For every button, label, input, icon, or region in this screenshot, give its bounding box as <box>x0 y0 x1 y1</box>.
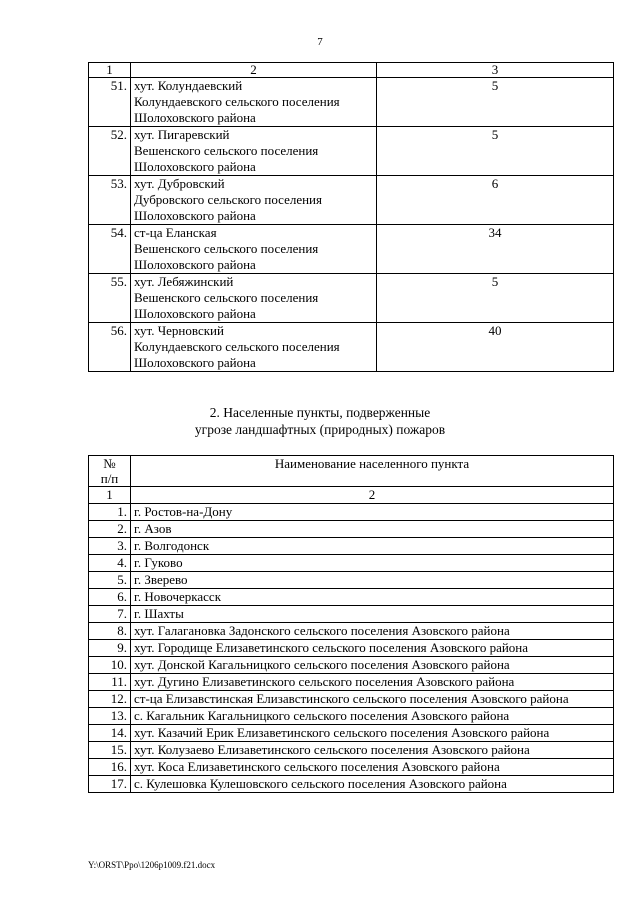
table-row <box>89 742 614 759</box>
settlement-name <box>131 274 377 323</box>
settlement-name-line: Дубровского сельского поселения <box>134 192 322 207</box>
settlement-name: хут. Городище Елизаветинского сельского поселения Азовского района <box>131 640 614 657</box>
row-number: 17. <box>89 776 131 793</box>
page-number: 7 <box>317 36 323 48</box>
table-row <box>89 323 614 372</box>
row-number: 4. <box>89 555 131 572</box>
header-number-line-1: № <box>103 456 116 471</box>
column-index-2: 2 <box>131 63 377 78</box>
row-number: 12. <box>89 691 131 708</box>
settlement-name <box>131 323 377 372</box>
table-row <box>89 674 614 691</box>
section-heading-line-2: угрозе ландшафтных (природных) пожаров <box>194 422 446 437</box>
fire-threat-settlements-table <box>88 455 614 793</box>
row-number: 7. <box>89 606 131 623</box>
row-number: 54. <box>89 225 131 274</box>
settlement-name-line: Шолоховского района <box>134 306 256 321</box>
settlement-name-line: хут. Дубровский <box>134 176 225 191</box>
settlement-name: с. Кагальник Кагальницкого сельского поселения Азовского района <box>131 708 614 725</box>
table-row <box>89 708 614 725</box>
settlement-name-line: Шолоховского района <box>134 208 256 223</box>
settlement-name: г. Гуково <box>131 555 614 572</box>
settlement-name <box>131 127 377 176</box>
settlement-name <box>131 78 377 127</box>
settlement-name: г. Ростов-на-Дону <box>131 504 614 521</box>
row-number: 2. <box>89 521 131 538</box>
table-row <box>89 657 614 674</box>
table-index-row <box>89 487 614 504</box>
settlement-name: хут. Казачий Ерик Елизаветинского сельского поселения Азовского района <box>131 725 614 742</box>
table-row <box>89 127 614 176</box>
settlement-value: 6 <box>377 176 614 225</box>
header-name: Наименование населенного пункта <box>131 456 614 487</box>
row-number: 11. <box>89 674 131 691</box>
table-row <box>89 725 614 742</box>
settlement-name: г. Новочеркасск <box>131 589 614 606</box>
settlement-name-line: Колундаевского сельского поселения <box>134 94 340 109</box>
table-row <box>89 521 614 538</box>
settlements-table-continued <box>88 62 614 372</box>
table-header-row <box>89 63 614 78</box>
settlement-name: г. Шахты <box>131 606 614 623</box>
table-row <box>89 691 614 708</box>
settlement-name: с. Кулешовка Кулешовского сельского поселения Азовского района <box>131 776 614 793</box>
settlement-value: 34 <box>377 225 614 274</box>
settlement-name: хут. Галагановка Задонского сельского поселения Азовского района <box>131 623 614 640</box>
table-row <box>89 640 614 657</box>
row-number: 3. <box>89 538 131 555</box>
row-number: 16. <box>89 759 131 776</box>
row-number: 51. <box>89 78 131 127</box>
settlement-name: хут. Донской Кагальницкого сельского поселения Азовского района <box>131 657 614 674</box>
settlement-name: хут. Коса Елизаветинского сельского поселения Азовского района <box>131 759 614 776</box>
settlement-name-line: Шолоховского района <box>134 257 256 272</box>
settlement-name: г. Азов <box>131 521 614 538</box>
row-number: 15. <box>89 742 131 759</box>
settlement-name-line: Шолоховского района <box>134 355 256 370</box>
table-row <box>89 606 614 623</box>
settlement-name-line: Вешенского сельского поселения <box>134 143 319 158</box>
settlement-name-line: Шолоховского района <box>134 110 256 125</box>
column-index-3: 3 <box>377 63 614 78</box>
settlement-name-line: хут. Колундаевский <box>134 78 243 93</box>
row-number: 14. <box>89 725 131 742</box>
settlement-name-line: Шолоховского района <box>134 159 256 174</box>
settlement-name-line: Колундаевского сельского поселения <box>134 339 340 354</box>
settlement-name <box>131 176 377 225</box>
row-number: 10. <box>89 657 131 674</box>
settlement-name-line: Вешенского сельского поселения <box>134 290 319 305</box>
row-number: 6. <box>89 589 131 606</box>
row-number: 9. <box>89 640 131 657</box>
settlement-name-line: ст-ца Еланская <box>134 225 217 240</box>
table-row <box>89 589 614 606</box>
settlement-name: хут. Колузаево Елизаветинского сельского поселения Азовского района <box>131 742 614 759</box>
table-row <box>89 759 614 776</box>
table-row <box>89 274 614 323</box>
settlement-name-line: Вешенского сельского поселения <box>134 241 319 256</box>
header-number-line-2: п/п <box>100 471 119 486</box>
settlement-value: 5 <box>377 274 614 323</box>
settlement-value: 40 <box>377 323 614 372</box>
row-number: 1. <box>89 504 131 521</box>
row-number: 56. <box>89 323 131 372</box>
table-row <box>89 225 614 274</box>
table-row <box>89 176 614 225</box>
table-row <box>89 504 614 521</box>
row-number: 55. <box>89 274 131 323</box>
settlement-name-line: хут. Черновский <box>134 323 224 338</box>
row-number: 5. <box>89 572 131 589</box>
settlement-name <box>131 225 377 274</box>
section-heading-line-1: 2. Населенные пункты, подверженные <box>209 405 431 420</box>
row-number: 13. <box>89 708 131 725</box>
row-number: 8. <box>89 623 131 640</box>
index-cell-2: 2 <box>131 487 614 504</box>
table-row <box>89 538 614 555</box>
settlement-name: г. Зверево <box>131 572 614 589</box>
table-row <box>89 555 614 572</box>
section-heading <box>0 404 640 438</box>
file-path-footer: Y:\ORST\Ppo\1206p1009.f21.docx <box>88 860 216 870</box>
row-number: 52. <box>89 127 131 176</box>
table-row <box>89 78 614 127</box>
table-row <box>89 776 614 793</box>
settlement-name: хут. Дугино Елизаветинского сельского поселения Азовского района <box>131 674 614 691</box>
column-index-1: 1 <box>89 63 131 78</box>
table-row <box>89 572 614 589</box>
row-number: 53. <box>89 176 131 225</box>
settlement-value: 5 <box>377 78 614 127</box>
settlement-value: 5 <box>377 127 614 176</box>
index-cell-1: 1 <box>89 487 131 504</box>
table-row <box>89 623 614 640</box>
header-number <box>89 456 131 487</box>
settlement-name: ст-ца Елизавстинская Елизавстинского сельского поселения Азовского района <box>131 691 614 708</box>
settlement-name: г. Волгодонск <box>131 538 614 555</box>
settlement-name-line: хут. Пигаревский <box>134 127 230 142</box>
table-header-row <box>89 456 614 487</box>
settlement-name-line: хут. Лебяжинский <box>134 274 234 289</box>
